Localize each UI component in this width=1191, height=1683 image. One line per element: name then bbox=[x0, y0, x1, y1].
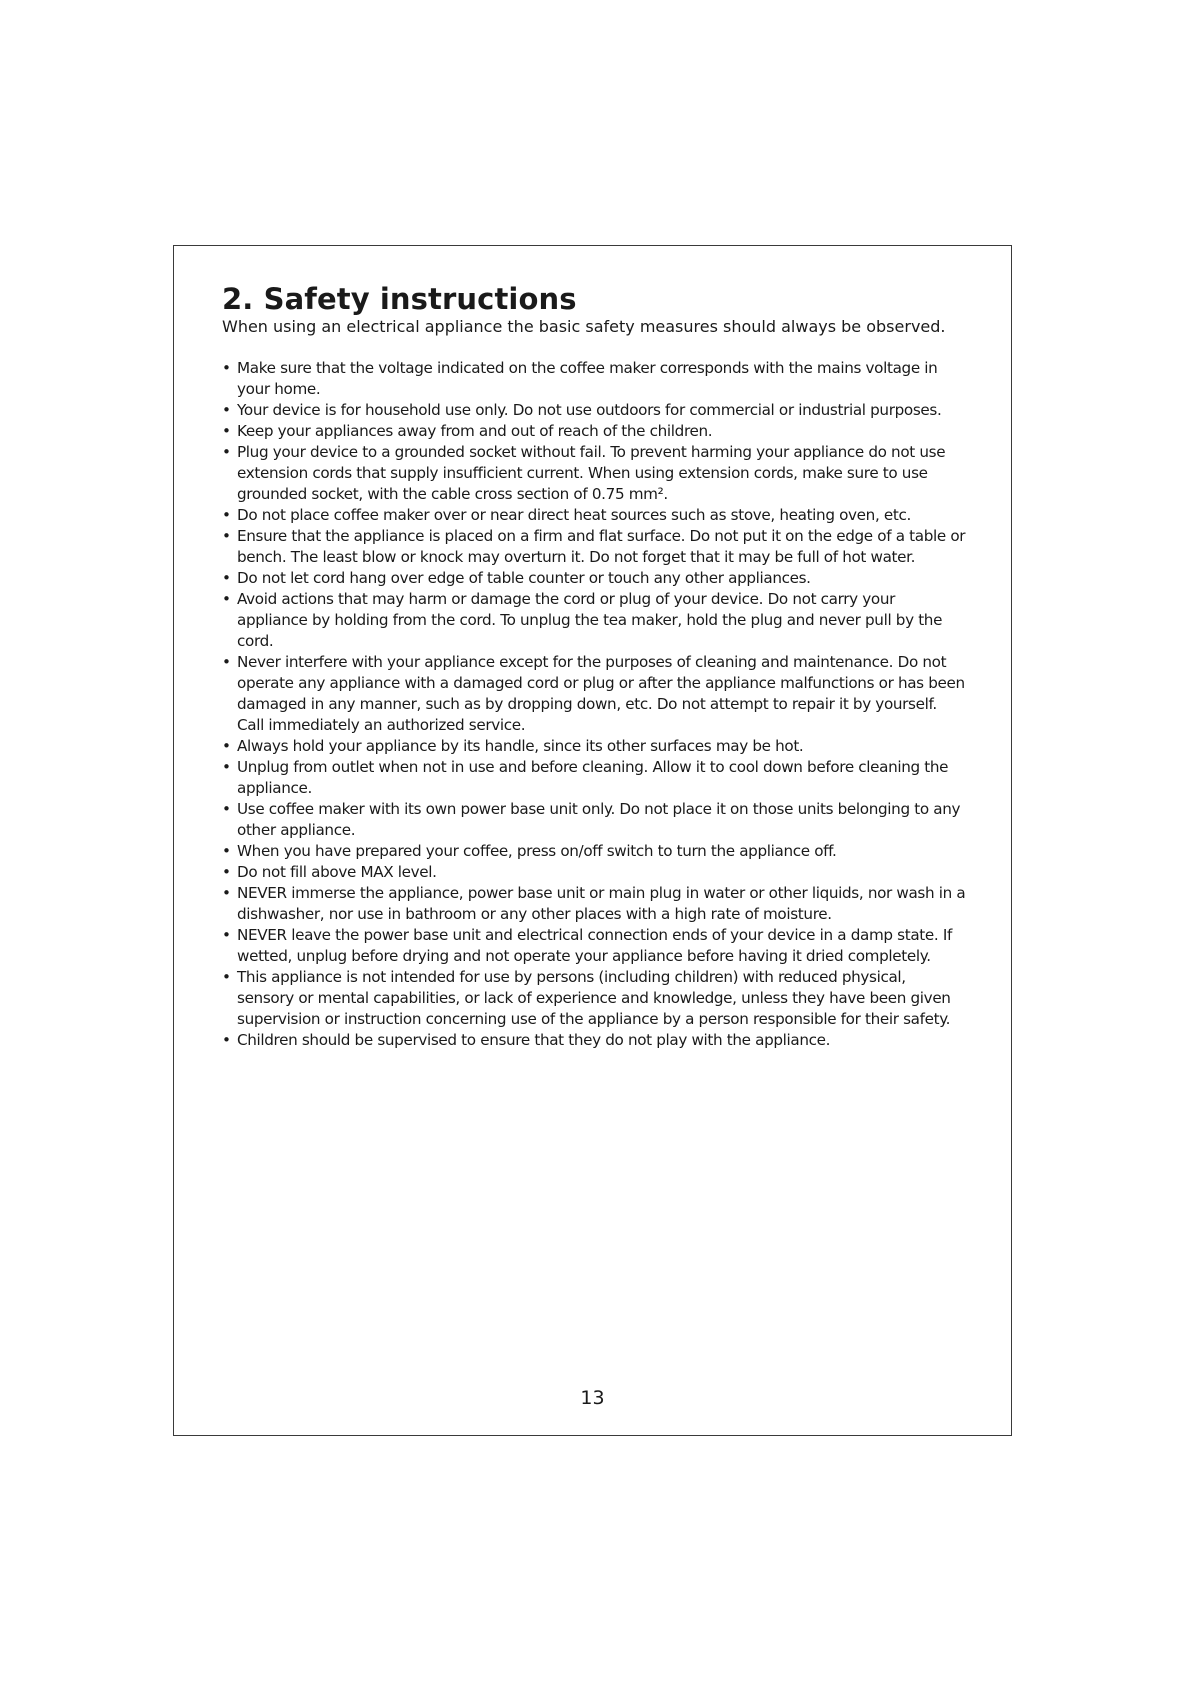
list-item: • Use coffee maker with its own power base unit only. Do not place it on those units belonging to any other appliance. bbox=[222, 799, 967, 841]
list-item: • NEVER immerse the appliance, power base unit or main plug in water or other liquids, nor wash in a dishwasher, nor use in bathroom or any other places with a high rate of moisture. bbox=[222, 883, 967, 925]
page-frame bbox=[173, 245, 1012, 1436]
intro-text: When using an electrical appliance the basic safety measures should always be observed. bbox=[222, 317, 946, 336]
list-item: • Avoid actions that may harm or damage the cord or plug of your device. Do not carry your appliance by holding from the cord. To unplug the tea maker, hold the plug and never pull by the cord. bbox=[222, 589, 967, 652]
list-item: • This appliance is not intended for use by persons (including children) with reduced physical, sensory or mental capabilities, or lack of experience and knowledge, unless they have been given supervision or instruction concerning use of the appliance by a person responsible for their safety. bbox=[222, 967, 967, 1030]
list-item: • Always hold your appliance by its handle, since its other surfaces may be hot. bbox=[222, 736, 967, 757]
list-item: • Never interfere with your appliance except for the purposes of cleaning and maintenance. Do not operate any appliance with a damaged cord or plug or after the appliance malfunctions or has been damaged in any manner, such as by dropping down, etc. Do not attempt to repair it by yourself. Call immediately an authorized service. bbox=[222, 652, 967, 736]
list-item: • Keep your appliances away from and out of reach of the children. bbox=[222, 421, 967, 442]
list-item: • Your device is for household use only. Do not use outdoors for commercial or industrial purposes. bbox=[222, 400, 967, 421]
list-item: • When you have prepared your coffee, press on/off switch to turn the appliance off. bbox=[222, 841, 967, 862]
list-item: • Make sure that the voltage indicated on the coffee maker corresponds with the mains voltage in your home. bbox=[222, 358, 967, 400]
content-area bbox=[222, 282, 967, 1051]
list-item: • Ensure that the appliance is placed on a firm and flat surface. Do not put it on the edge of a table or bench. The least blow or knock may overturn it. Do not forget that it may be full of hot water. bbox=[222, 526, 967, 568]
list-item: • Unplug from outlet when not in use and before cleaning. Allow it to cool down before cleaning the appliance. bbox=[222, 757, 967, 799]
section-title: 2. Safety instructions bbox=[222, 282, 577, 316]
safety-list bbox=[222, 358, 967, 1051]
page-number: 13 bbox=[580, 1387, 605, 1409]
list-item: • Do not fill above MAX level. bbox=[222, 862, 967, 883]
list-item: • Do not place coffee maker over or near direct heat sources such as stove, heating oven, etc. bbox=[222, 505, 967, 526]
list-item: • Children should be supervised to ensure that they do not play with the appliance. bbox=[222, 1030, 967, 1051]
list-item: • Plug your device to a grounded socket without fail. To prevent harming your appliance do not use extension cords that supply insufficient current. When using extension cords, make sure to use grounded socket, with the cable cross section of 0.75 mm². bbox=[222, 442, 967, 505]
list-item: • Do not let cord hang over edge of table counter or touch any other appliances. bbox=[222, 568, 967, 589]
list-item: • NEVER leave the power base unit and electrical connection ends of your device in a damp state. If wetted, unplug before drying and not operate your appliance before having it dried completely. bbox=[222, 925, 967, 967]
